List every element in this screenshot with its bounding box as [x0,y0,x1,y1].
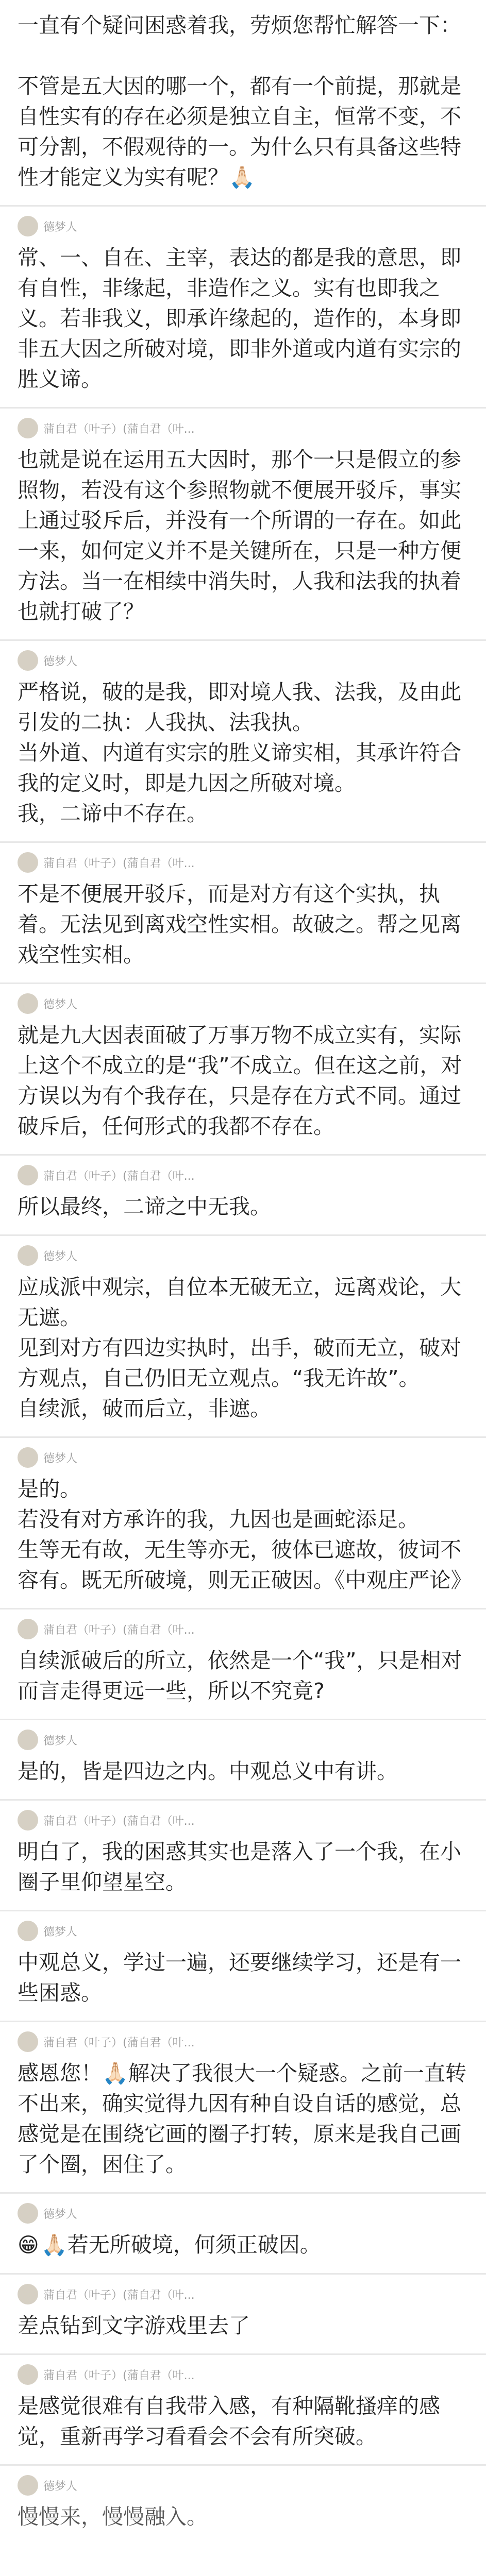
message-header [18,1236,468,1270]
message-text: 是感觉很难有自我带入感，有种隔靴搔痒的感觉，重新再学习看看会不会有所突破。 [18,2394,440,2449]
message-header [18,984,468,1018]
grin-emoji-icon: 😁 [18,2233,39,2257]
message-item [0,205,486,407]
avatar[interactable] [18,2031,38,2052]
author-name: 德梦人 [43,1452,78,1465]
message-text: 就是九大因表面破了万事万物不成立实有，实际上这个不成立的是“我”不成立。但在这之前，对方误以为有个我存在，只是存在方式不同。通过破斥后，任何形式的我都不存在。 [18,1023,462,1139]
message-header [18,2194,468,2228]
avatar[interactable] [18,1165,38,1185]
avatar[interactable] [18,1245,38,1266]
message-header [18,843,468,877]
message-text: 也就是说在运用五大因时，那个一只是假立的参照物，若没有这个参照物就不便展开驳斥，事实上通过驳斥后，并没有一个所谓的一存在。如此一来，如何定义并不是关键所在，只是一种方便方法。当一在相续中消失时，人我和法我的执着也就打破了？ [18,447,461,624]
message-item [0,1436,486,1608]
avatar[interactable] [18,650,38,671]
author-name: 德梦人 [43,2208,78,2221]
message-header [18,2275,468,2309]
avatar[interactable] [18,1730,38,1750]
author-name: 德梦人 [43,1250,78,1263]
message-item [0,2273,486,2353]
avatar[interactable] [18,2364,38,2385]
author-name: 德梦人 [43,2480,78,2493]
message-header [18,2022,468,2056]
avatar[interactable] [18,2475,38,2496]
message-header [18,2466,468,2500]
avatar[interactable] [18,852,38,873]
message-text: 是的，皆是四边之内。中观总义中有讲。 [18,1759,398,1784]
message-text: 应成派中观宗，自位本无破无立，远离戏论，大无遮。 见到对方有四边实执时，出手，破而无立，破对方观点，自己仍旧无立观点。“我无许故”。 自续派，破而后立，非遮。 [18,1275,461,1421]
message-item [0,1154,486,1234]
avatar[interactable] [18,1921,38,1941]
message-text: 一直有个疑问困惑着我，劳烦您帮忙解答一下： 不管是五大因的哪一个，都有一个前提，那就是自性实有的存在必须是独立自主，恒常不变，不可分割，不假观待的一。为什么只有具备这些特性才能定义为实有呢？🙏🏻 [18,13,461,190]
avatar[interactable] [18,1810,38,1831]
avatar[interactable] [18,216,38,236]
message-text: 中观总义，学过一遍，还要继续学习，还是有一些困惑。 [18,1950,461,2005]
avatar[interactable] [18,2203,38,2224]
author-name: 蒲自君（叶子）(蒲自君（叶... [43,1815,195,1828]
author-name: 蒲自君（叶子）(蒲自君（叶... [43,2369,195,2382]
author-name: 德梦人 [43,1734,78,1748]
message-text: 严格说，破的是我，即对境人我、法我，及由此引发的二执：人我执、法我执。 当外道、内道有实宗的胜义谛实相，其承许符合我的定义时，即是九因之所破对境。 我，二谛中不存在。 [18,680,461,826]
avatar[interactable] [18,418,38,438]
message-text: 所以最终，二谛之中无我。 [18,1194,271,1219]
message-header [18,409,468,443]
author-name: 蒲自君（叶子）(蒲自君（叶... [43,2036,195,2049]
message-item [0,0,486,205]
message-header [18,1156,468,1190]
message-item [0,2464,486,2532]
message-item [0,1234,486,1436]
message-text: 感恩您！🙏🏻解决了我很大一个疑惑。之前一直转不出来，确实觉得九因有种自设自话的感觉，总感觉是在围绕它画的圈子打转，原来是我自己画了个圈，困住了。 [18,2061,467,2177]
message-item [0,1799,486,1910]
avatar[interactable] [18,993,38,1014]
message-text: 差点钻到文字游戏里去了 [18,2313,250,2338]
message-item [0,982,486,1154]
message-header [18,1911,468,1945]
message-text: 不是不便展开驳斥，而是对方有这个实执，执着。无法见到离戏空性实相。故破之。帮之见离戏空性实相。 [18,882,461,967]
message-header [18,1438,468,1472]
author-name: 蒲自君（叶子）(蒲自君（叶... [43,422,195,436]
avatar[interactable] [18,1619,38,1639]
message-text: 常、一、自在、主宰，表达的都是我的意思，即有自性，非缘起，非造作之义。实有也即我之义。若非我义，即承许缘起的，造作的，本身即非五大因之所破对境，即非外道或内道有实宗的胜义谛。 [18,245,461,392]
author-name: 德梦人 [43,655,78,668]
message-item [0,1608,486,1719]
message-header [18,1609,468,1643]
message-text [18,2228,468,2273]
author-name: 德梦人 [43,998,78,1011]
message-header [18,207,468,241]
message-item [0,2353,486,2464]
message-item [0,639,486,841]
message-header [18,2355,468,2389]
message-item [0,841,486,982]
message-header [18,1801,468,1835]
avatar[interactable] [18,2284,38,2304]
message-text-content: 🙏🏻若无所破境，何须正破因。 [41,2232,321,2257]
message-header [18,1720,468,1754]
message-item [0,2192,486,2273]
author-name: 蒲自君（叶子）(蒲自君（叶... [43,857,195,870]
author-name: 蒲自君（叶子）(蒲自君（叶... [43,1623,195,1637]
message-text: 自续派破后的所立，依然是一个“我”，只是相对而言走得更远一些，所以不究竟? [18,1648,462,1703]
message-text: 明白了，我的困惑其实也是落入了一个我，在小圈子里仰望星空。 [18,1839,461,1894]
author-name: 蒲自君（叶子）(蒲自君（叶... [43,1170,195,1183]
message-item [0,407,486,639]
avatar[interactable] [18,1447,38,1468]
message-text: 慢慢来，慢慢融入。 [18,2504,208,2529]
message-item [0,1910,486,2021]
author-name: 德梦人 [43,221,78,234]
message-item [0,1719,486,1799]
message-item [0,2021,486,2192]
message-header [18,641,468,675]
author-name: 德梦人 [43,1925,78,1939]
author-name: 蒲自君（叶子）(蒲自君（叶... [43,2289,195,2302]
message-text: 是的。 若没有对方承许的我，九因也是画蛇添足。 生等无有故，无生等亦无，彼体已遮故，彼词不容有。既无所破境，则无正破因。《中观庄严论》 [18,1477,472,1592]
